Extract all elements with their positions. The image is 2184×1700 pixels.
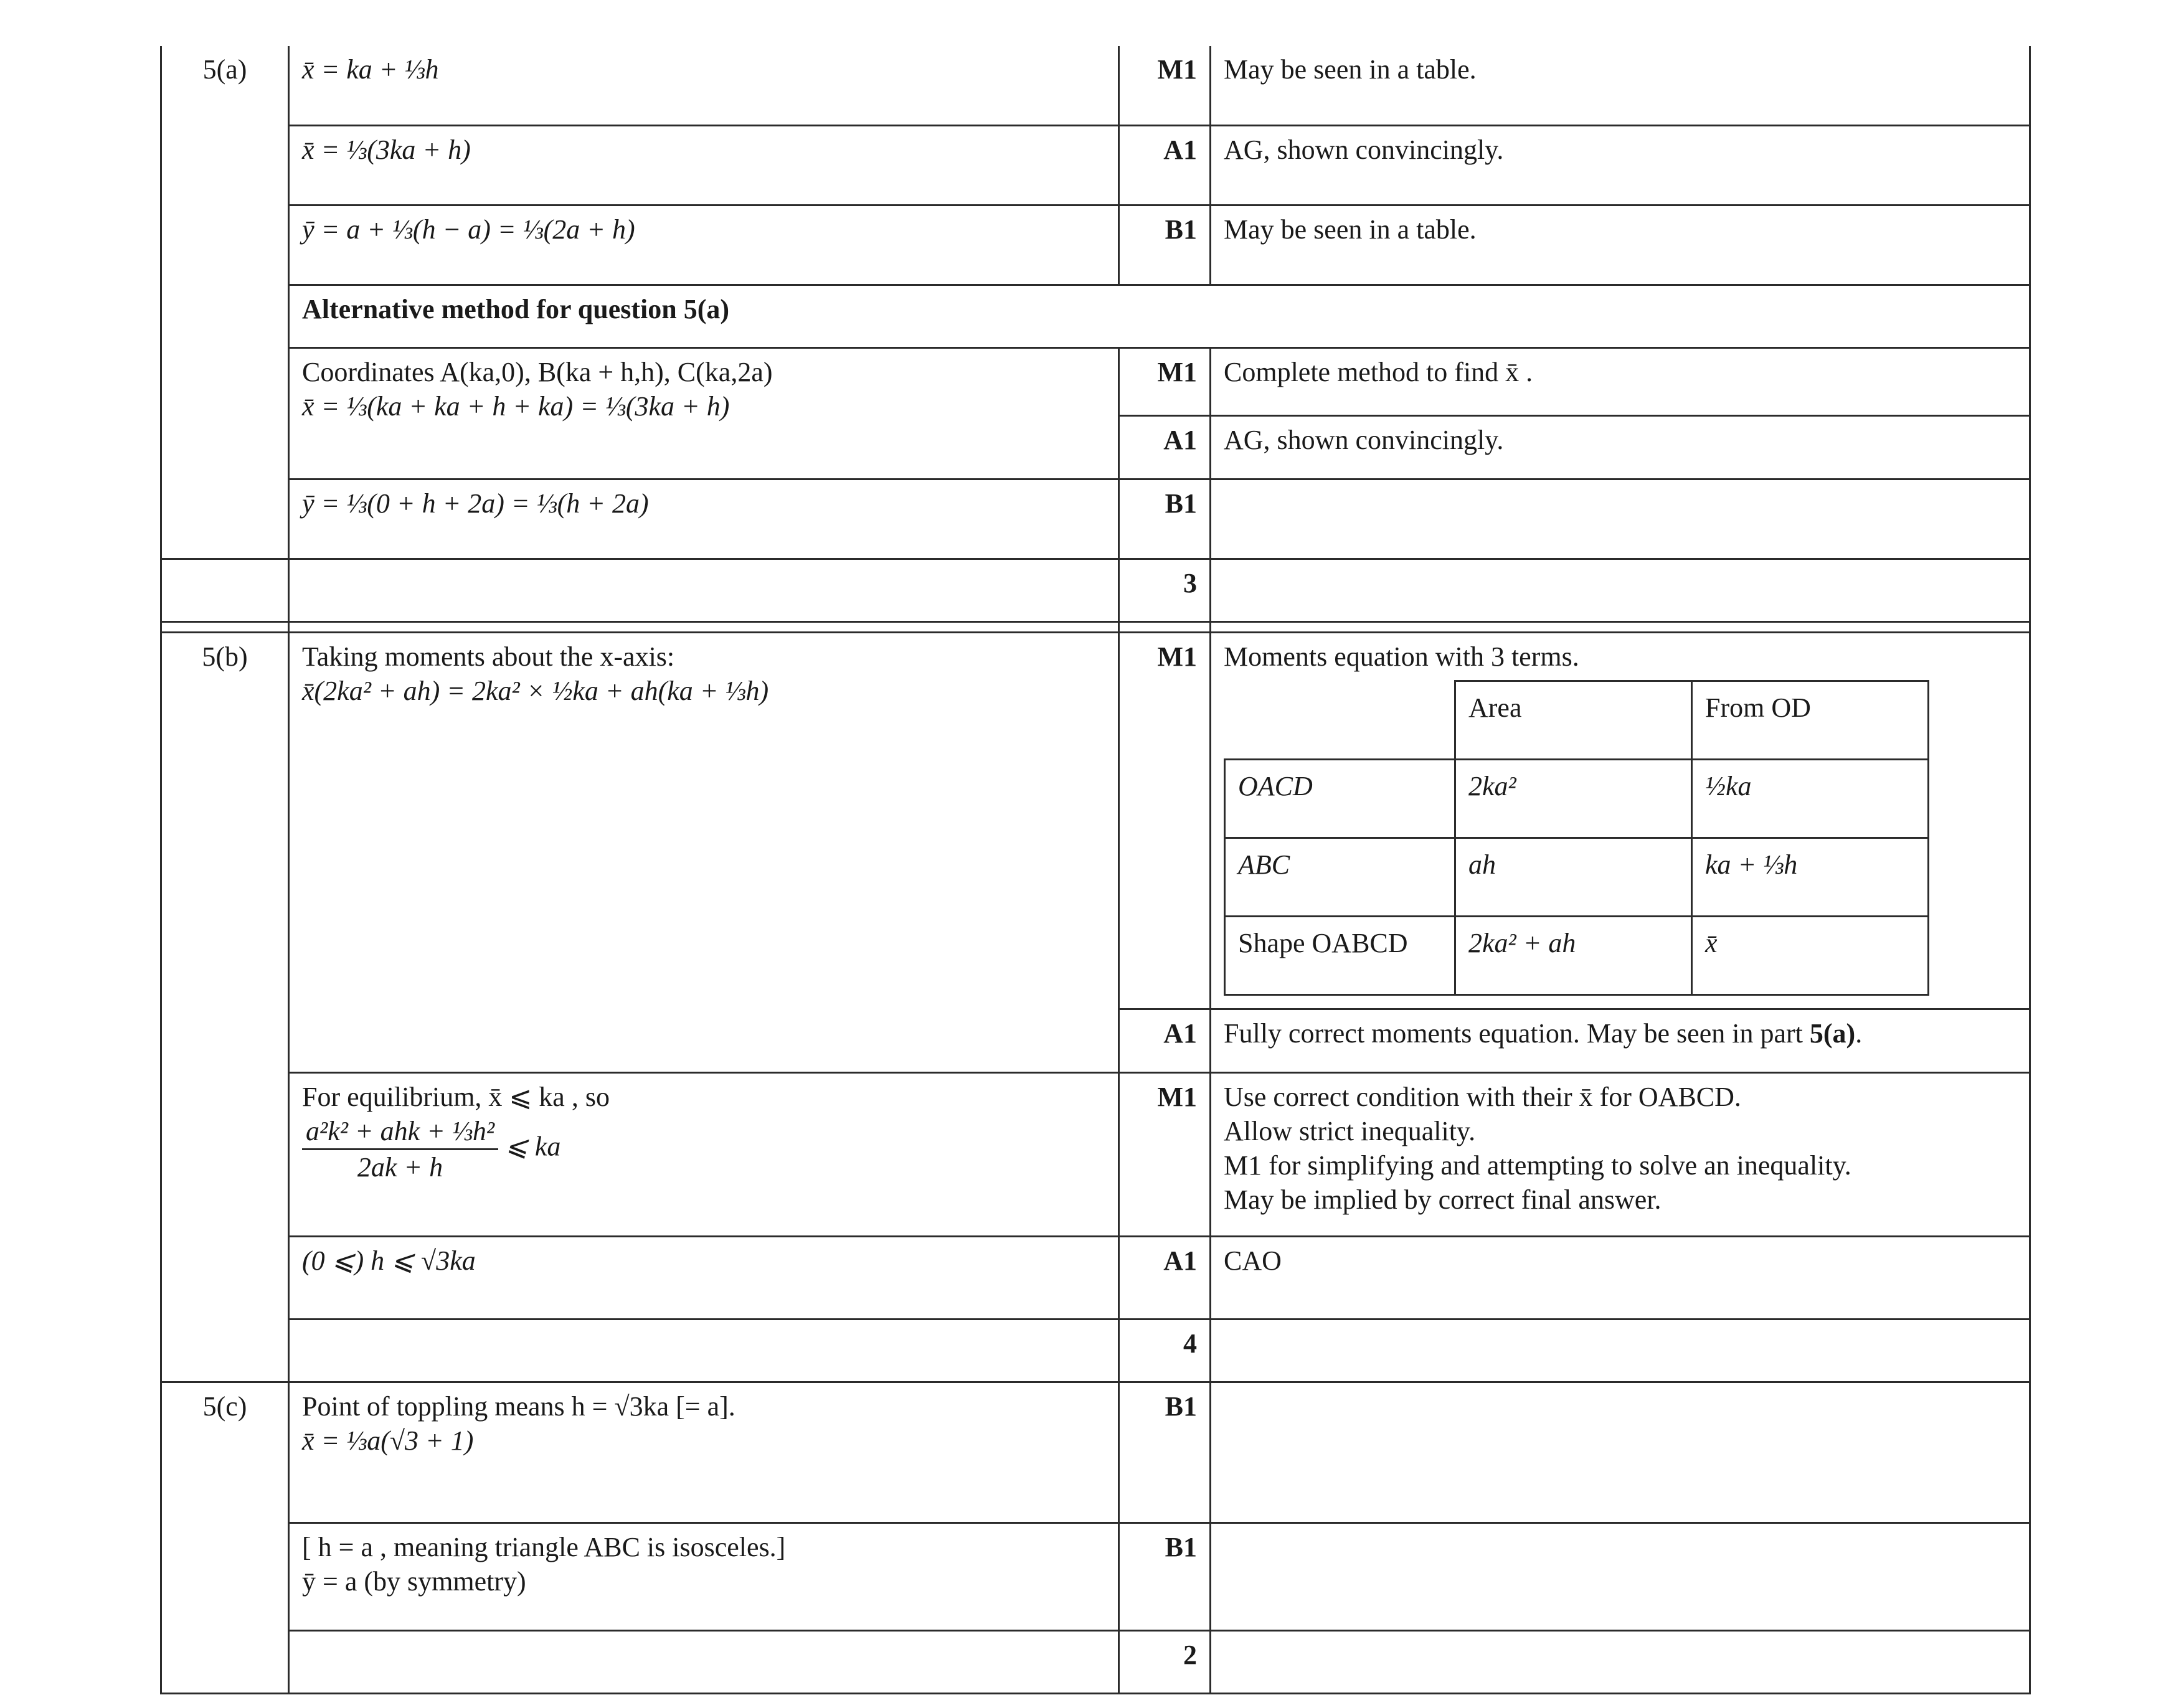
working-cell bbox=[289, 1382, 1119, 1523]
table-cell: x̄ bbox=[1692, 917, 1929, 995]
moments-table bbox=[1224, 680, 1929, 996]
working-cell bbox=[289, 1523, 1119, 1631]
mark-cell: B1 bbox=[1119, 1382, 1211, 1523]
working-cell: ȳ = a + ⅓(h − a) = ⅓(2a + h) bbox=[289, 205, 1119, 285]
guidance-cell: Fully correct moments equation. May be seen in part 5(a). bbox=[1211, 1009, 2030, 1073]
guidance-cell: May be seen in a table. bbox=[1211, 46, 2030, 126]
guidance-cell: AG, shown convincingly. bbox=[1211, 126, 2030, 205]
mark-cell: A1 bbox=[1119, 416, 1211, 479]
working-cell: x̄ = ka + ⅓h bbox=[289, 46, 1119, 126]
guidance-cell bbox=[1211, 559, 2030, 622]
guidance-cell bbox=[1211, 479, 2030, 559]
table-row bbox=[161, 205, 2030, 285]
table-row bbox=[161, 1237, 2030, 1320]
xbar-line: x̄ = ⅓(ka + ka + h + ka) = ⅓(3ka + h) bbox=[302, 391, 730, 422]
table-cell: ka + ⅓h bbox=[1692, 838, 1929, 917]
inequality-fraction: $\frac{\text{a²k² + ahk + ⅓h²}}{2ak + h}$ ⩽ ka bbox=[302, 1114, 1105, 1184]
mark-cell: M1 bbox=[1119, 633, 1211, 1009]
total-mark-cell: 2 bbox=[1119, 1631, 1211, 1694]
table-row bbox=[161, 126, 2030, 205]
guidance-cell bbox=[1211, 1320, 2030, 1382]
table-row bbox=[161, 285, 2030, 348]
guidance-cell bbox=[1211, 1523, 2030, 1631]
question-number: 5(b) bbox=[161, 633, 289, 1382]
total-mark-cell: 3 bbox=[1119, 559, 1211, 622]
column-header: From OD bbox=[1692, 681, 1929, 760]
working-cell: x̄ = ⅓(3ka + h) bbox=[289, 126, 1119, 205]
coordinates-line: Coordinates A(ka,0), B(ka + h,h), C(ka,2a) bbox=[302, 357, 773, 387]
table-cell: ABC bbox=[1225, 838, 1455, 917]
table-row bbox=[161, 479, 2030, 559]
moments-heading: Taking moments about the x-axis: bbox=[302, 641, 675, 672]
guidance-cell: Complete method to find x̄ . bbox=[1211, 348, 2030, 416]
table-row bbox=[161, 1320, 2030, 1382]
xbar-line: x̄ = ⅓a(√3 + 1) bbox=[302, 1425, 474, 1456]
guidance-cell: Use correct condition with their x̄ for OABCD. Allow strict inequality. M1 for simplifying and attempting to solve an inequality. May be implied by correct final answer. bbox=[1211, 1073, 2030, 1237]
guidance-cell bbox=[1211, 1631, 2030, 1694]
section-separator bbox=[161, 622, 2030, 633]
mark-cell: M1 bbox=[1119, 348, 1211, 416]
working-cell: ȳ = ⅓(0 + h + 2a) = ⅓(h + 2a) bbox=[289, 479, 1119, 559]
table-row bbox=[161, 633, 2030, 1009]
table-row bbox=[161, 559, 2030, 622]
table-row bbox=[1225, 917, 1929, 995]
total-mark-cell: 4 bbox=[1119, 1320, 1211, 1382]
table-row bbox=[161, 1523, 2030, 1631]
table-cell: ½ka bbox=[1692, 760, 1929, 838]
mark-scheme-table bbox=[160, 46, 2031, 1694]
table-row bbox=[161, 1073, 2030, 1237]
mark-cell: B1 bbox=[1119, 479, 1211, 559]
guidance-cell: AG, shown convincingly. bbox=[1211, 416, 2030, 479]
guidance-cell bbox=[1211, 1382, 2030, 1523]
working-cell bbox=[289, 633, 1119, 1073]
toppling-line: Point of toppling means h = √3ka [= a]. bbox=[302, 1391, 735, 1422]
question-number: 5(a) bbox=[161, 46, 289, 559]
alternative-method-heading: Alternative method for question 5(a) bbox=[289, 285, 2030, 348]
table-row bbox=[161, 348, 2030, 416]
mark-cell: M1 bbox=[1119, 1073, 1211, 1237]
table-row bbox=[1225, 838, 1929, 917]
working-cell bbox=[289, 1320, 1119, 1382]
mark-cell: B1 bbox=[1119, 1523, 1211, 1631]
table-row bbox=[1225, 681, 1929, 760]
question-number bbox=[161, 559, 289, 622]
mark-cell: A1 bbox=[1119, 126, 1211, 205]
guidance-cell: Moments equation with 3 terms. Area From OD OACD 2ka² ½ka ABC ah ka + ⅓h Shape OABCD 2ka² + ah x̄ bbox=[1211, 633, 2030, 1009]
table-cell: 2ka² + ah bbox=[1455, 917, 1692, 995]
table-row bbox=[161, 1382, 2030, 1523]
guidance-cell: May be seen in a table. bbox=[1211, 205, 2030, 285]
working-cell bbox=[289, 348, 1119, 479]
table-row bbox=[161, 1631, 2030, 1694]
guidance-cell: CAO bbox=[1211, 1237, 2030, 1320]
column-header: Area bbox=[1455, 681, 1692, 760]
table-cell: 2ka² bbox=[1455, 760, 1692, 838]
equilibrium-line: For equilibrium, x̄ ⩽ ka , so bbox=[302, 1082, 610, 1112]
moments-equation: x̄(2ka² + ah) = 2ka² × ½ka + ah(ka + ⅓h) bbox=[302, 676, 769, 706]
mark-cell: M1 bbox=[1119, 46, 1211, 126]
mark-cell: A1 bbox=[1119, 1009, 1211, 1073]
working-cell: (0 ⩽) h ⩽ √3ka bbox=[289, 1237, 1119, 1320]
mark-cell: B1 bbox=[1119, 205, 1211, 285]
ybar-line: ȳ = a (by symmetry) bbox=[302, 1566, 526, 1597]
working-cell bbox=[289, 559, 1119, 622]
table-cell: Shape OABCD bbox=[1225, 917, 1455, 995]
question-number: 5(c) bbox=[161, 1382, 289, 1694]
working-cell bbox=[289, 1631, 1119, 1694]
isosceles-line: [ h = a , meaning triangle ABC is isosceles.] bbox=[302, 1532, 786, 1562]
table-cell: OACD bbox=[1225, 760, 1455, 838]
table-cell: ah bbox=[1455, 838, 1692, 917]
table-row bbox=[161, 46, 2030, 126]
working-cell bbox=[289, 1073, 1119, 1237]
mark-cell: A1 bbox=[1119, 1237, 1211, 1320]
table-row bbox=[1225, 760, 1929, 838]
